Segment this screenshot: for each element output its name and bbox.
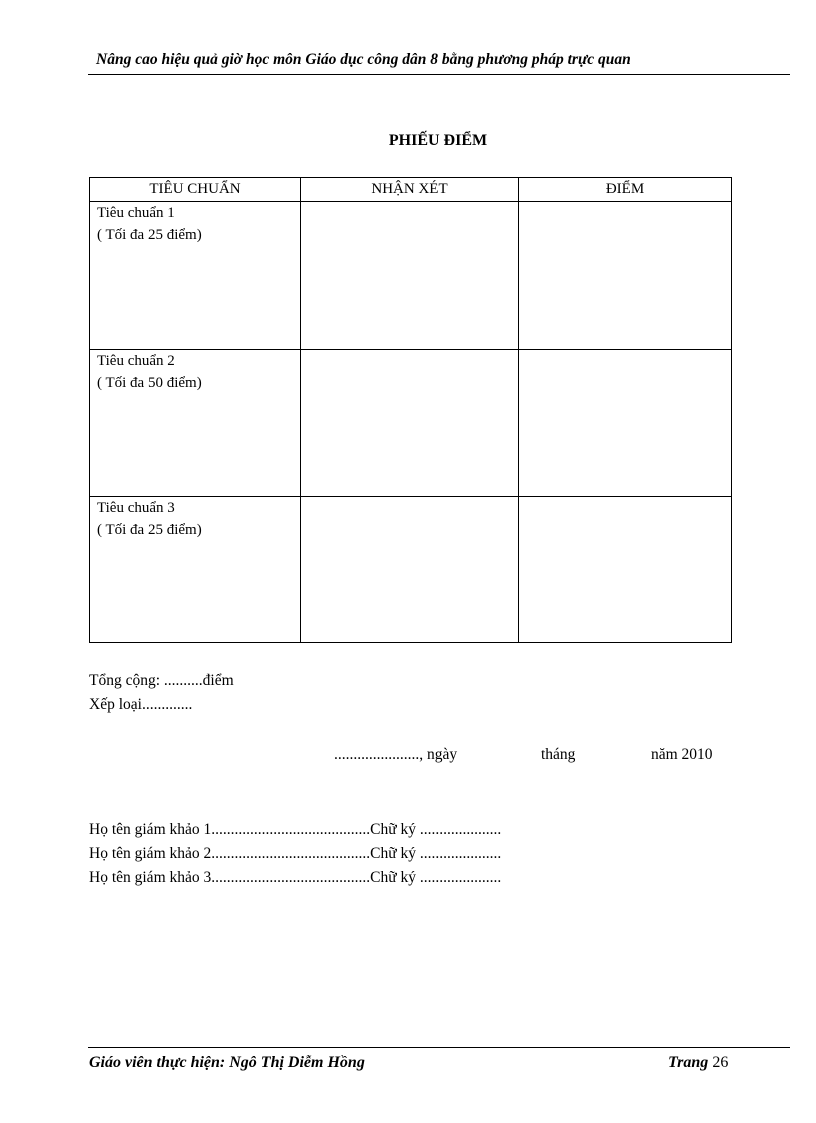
table-header-row	[90, 178, 732, 202]
footer-teacher: Giáo viên thực hiện: Ngô Thị Diễm Hồng	[89, 1054, 365, 1071]
criteria-max: ( Tối đa 25 điểm)	[97, 227, 202, 243]
table-row	[90, 350, 732, 497]
criteria-name: Tiêu chuẩn 2	[97, 353, 175, 369]
page-number	[668, 1054, 728, 1072]
criteria-name: Tiêu chuẩn 1	[97, 205, 175, 221]
score-table	[89, 177, 732, 643]
page-number-value: 26	[712, 1054, 729, 1071]
judge-line-2: Họ tên giám khảo 2.........................................Chữ ký .....................	[89, 845, 502, 862]
criteria-max: ( Tối đa 50 điểm)	[97, 375, 202, 391]
column-header-score: ĐIỂM	[519, 178, 732, 202]
comment-cell	[301, 497, 519, 643]
column-header-comment: NHẬN XÉT	[301, 178, 519, 202]
score-cell	[519, 202, 732, 350]
column-header-criteria: TIÊU CHUẨN	[90, 178, 301, 202]
header-rule	[88, 74, 790, 75]
criteria-max: ( Tối đa 25 điểm)	[97, 522, 202, 538]
ranking-line: Xếp loại.............	[89, 696, 193, 713]
score-cell	[519, 350, 732, 497]
total-score-line: Tổng cộng: ..........điểm	[89, 672, 234, 689]
page-label: Trang	[668, 1054, 709, 1071]
criteria-cell	[90, 497, 301, 643]
form-title: PHIẾU ĐIỂM	[388, 132, 488, 149]
running-header: Nâng cao hiệu quả giờ học môn Giáo dục công dân 8 bằng phương pháp trực quan	[96, 51, 631, 68]
table-row	[90, 497, 732, 643]
criteria-cell	[90, 202, 301, 350]
criteria-cell	[90, 350, 301, 497]
date-month: tháng	[541, 746, 576, 763]
score-cell	[519, 497, 732, 643]
date-year: năm 2010	[651, 746, 713, 763]
comment-cell	[301, 350, 519, 497]
judge-line-3: Họ tên giám khảo 3.........................................Chữ ký .....................	[89, 869, 502, 886]
criteria-name: Tiêu chuẩn 3	[97, 500, 175, 516]
footer-rule	[88, 1047, 790, 1048]
comment-cell	[301, 202, 519, 350]
date-place: ......................, ngày	[334, 746, 458, 763]
judge-line-1: Họ tên giám khảo 1.........................................Chữ ký .....................	[89, 821, 502, 838]
table-row	[90, 202, 732, 350]
